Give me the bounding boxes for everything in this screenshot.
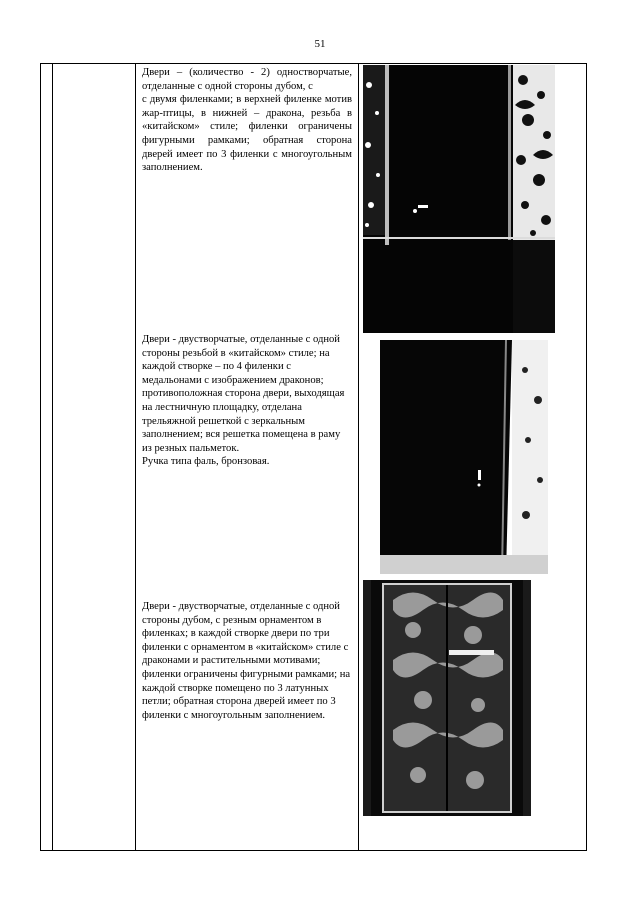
row-1-description <box>142 66 352 175</box>
row-3-text-line-1: Двери - двустворчатые, отделанные с одной стороны дубом, с резным орнаментом в филенках; в каждой створке двери по три филенки с орнаментом в «китайском» стиле с драконами и растительными мотивами; филенки ограничены фигурными рамками; на каждой створке помещено по 3 латунных петли; обратная сторона дверей имеет по 3 филенки с многоугольным заполнением. <box>142 601 351 721</box>
row-2-text-line-1: Двери - двустворчатые, отделанные с одной стороны резьбой в «китайском» стиле; на каждой створке – по 4 филенки с медальонами с изображением драконов; противоположная сторона двери, выходящая на лестничную площадку, отделана трельяжной решеткой с зеркальным заполнением; вся решетка помещена в раму из резных пальметок. <box>142 334 345 454</box>
carved-door-photo <box>363 580 531 816</box>
row-1-text-line-2: с двумя филенками; в верхней филенке мотив жар-птицы, в нижней – дракона, резьба в «китайском» стиле; филенки ограничены фигурными рамками; обратная сторона дверей имеет по 3 филенки с многоугольным заполнением. <box>142 94 352 174</box>
row-2-text-line-2: Ручка типа фаль, бронзовая. <box>142 456 270 468</box>
single-door-photo <box>363 65 555 333</box>
double-door-photo <box>380 340 548 574</box>
row-2-description <box>142 333 352 469</box>
column-divider-1 <box>52 64 53 850</box>
column-divider-3 <box>358 64 359 850</box>
row-3-description <box>142 600 352 722</box>
column-divider-2 <box>135 64 136 850</box>
row-1-text-line-1: Двери – (количество - 2) одностворчатые, отделанные с одной стороны дубом, с <box>142 67 352 92</box>
page-number: 51 <box>314 38 326 50</box>
